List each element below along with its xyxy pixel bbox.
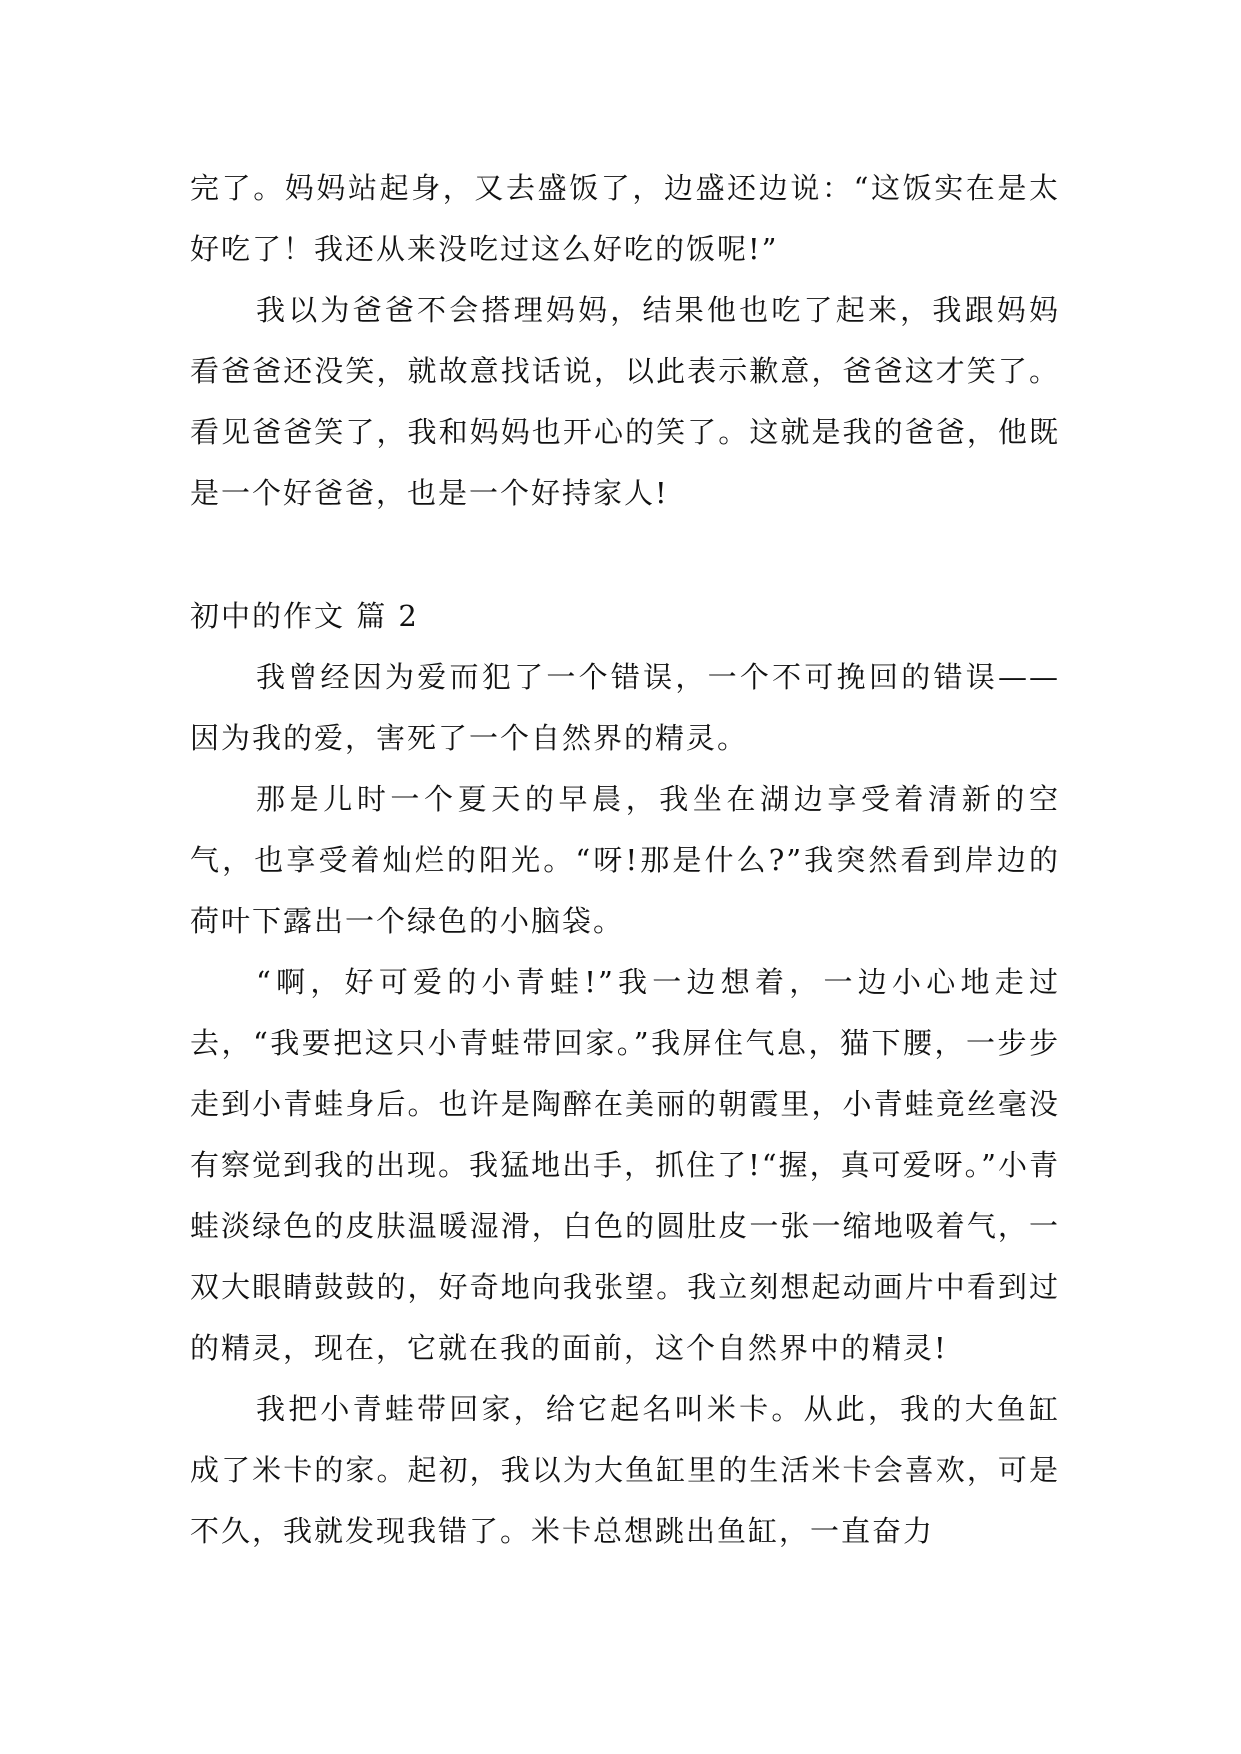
section-heading: 初中的作文 篇 2 [190, 599, 419, 633]
document-body [190, 158, 1060, 1562]
paragraph-1: 完了。妈妈站起身，又去盛饭了，边盛还边说：“这饭实在是太好吃了！我还从来没吃过这么好吃的饭呢!” [190, 171, 1060, 266]
paragraph-2: 我以为爸爸不会搭理妈妈，结果他也吃了起来，我跟妈妈看爸爸还没笑，就故意找话说，以此表示歉意，爸爸这才笑了。看见爸爸笑了，我和妈妈也开心的笑了。这就是我的爸爸，他既是一个好爸爸，也是一个好持家人! [190, 293, 1060, 510]
paragraph-5: “啊，好可爱的小青蛙!”我一边想着，一边小心地走过去，“我要把这只小青蛙带回家。”我屏住气息，猫下腰，一步步走到小青蛙身后。也许是陶醉在美丽的朝霞里，小青蛙竟丝毫没有察觉到我的出现。我猛地出手，抓住了!“握，真可爱呀。”小青蛙淡绿色的皮肤温暖湿滑，白色的圆肚皮一张一缩地吸着气，一双大眼睛鼓鼓的，好奇地向我张望。我立刻想起动画片中看到过的精灵，现在，它就在我的面前，这个自然界中的精灵! [190, 965, 1060, 1365]
paragraph-3: 我曾经因为爱而犯了一个错误，一个不可挽回的错误——因为我的爱，害死了一个自然界的精灵。 [190, 660, 1060, 755]
paragraph-6: 我把小青蛙带回家，给它起名叫米卡。从此，我的大鱼缸成了米卡的家。起初，我以为大鱼缸里的生活米卡会喜欢，可是不久，我就发现我错了。米卡总想跳出鱼缸，一直奋力 [190, 1392, 1060, 1548]
paragraph-4: 那是儿时一个夏天的早晨，我坐在湖边享受着清新的空气，也享受着灿烂的阳光。“呀!那是什么?”我突然看到岸边的荷叶下露出一个绿色的小脑袋。 [190, 782, 1060, 938]
